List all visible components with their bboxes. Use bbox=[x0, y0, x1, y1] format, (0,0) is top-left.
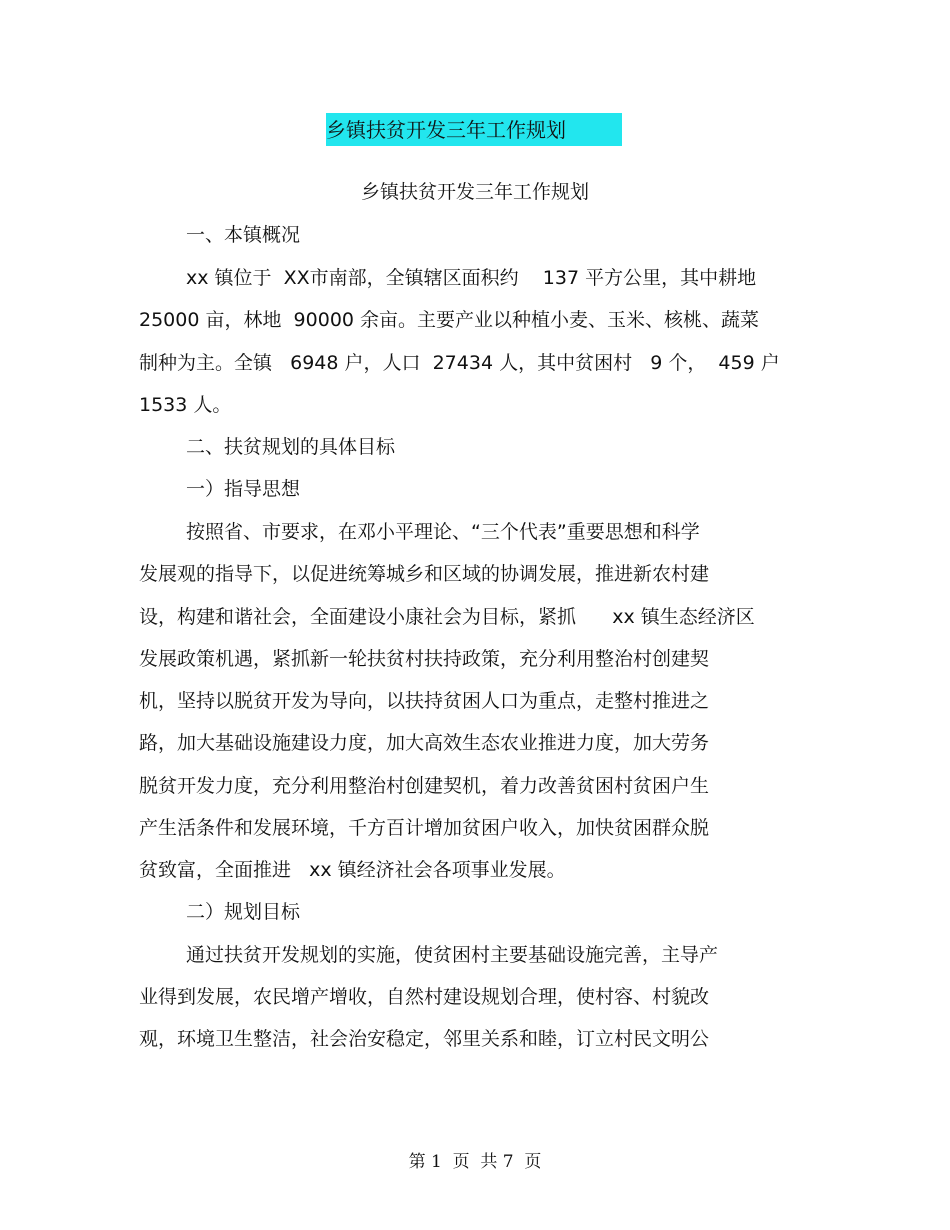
paragraph-line: 25000 亩，林地 90000 余亩。主要产业以种植小麦、玉米、核桃、蔬菜 bbox=[139, 309, 760, 331]
paragraph-line: 业得到发展，农民增产增收，自然村建设规划合理，使村容、村貌改 bbox=[139, 986, 710, 1008]
paragraph-line: 脱贫开发力度，充分利用整治村创建契机，着力改善贫困村贫困户生 bbox=[139, 775, 710, 797]
paragraph-line: 发展观的指导下，以促进统筹城乡和区域的协调发展，推进新农村建 bbox=[139, 563, 710, 585]
section-heading-goals: 二、扶贫规划的具体目标 bbox=[186, 436, 396, 458]
paragraph-line: 1533 人。 bbox=[139, 394, 232, 416]
paragraph-line: 机，坚持以脱贫开发为导向，以扶持贫困人口为重点，走整村推进之 bbox=[139, 690, 710, 712]
paragraph-line: 产生活条件和发展环境，千方百计增加贫困户收入，加快贫困群众脱 bbox=[139, 817, 710, 839]
paragraph-line: 发展政策机遇，紧抓新一轮扶贫村扶持政策，充分利用整治村创建契 bbox=[139, 648, 710, 670]
paragraph-line: 通过扶贫开发规划的实施，使贫困村主要基础设施完善，主导产 bbox=[186, 944, 719, 966]
paragraph-line: 观，环境卫生整洁，社会治安稳定，邻里关系和睦，订立村民文明公 bbox=[139, 1028, 710, 1050]
paragraph-line: 制种为主。全镇 6948 户，人口 27434 人，其中贫困村 9 个， 459 户 bbox=[139, 352, 780, 374]
subsection-heading-plan-goals: 二）规划目标 bbox=[186, 901, 301, 923]
subsection-heading-guiding-thought: 一）指导思想 bbox=[186, 478, 301, 500]
document-subtitle: 乡镇扶贫开发三年工作规划 bbox=[360, 181, 589, 203]
paragraph-line: 贫致富，全面推进 xx 镇经济社会各项事业发展。 bbox=[139, 859, 566, 881]
document-title: 乡镇扶贫开发三年工作规划 bbox=[326, 118, 566, 142]
paragraph-line: 设，构建和谐社会，全面建设小康社会为目标，紧抓 xx 镇生态经济区 bbox=[139, 606, 755, 628]
paragraph-line: 按照省、市要求，在邓小平理论、“三个代表”重要思想和科学 bbox=[186, 521, 700, 543]
section-heading-overview: 一、本镇概况 bbox=[186, 224, 301, 246]
page-footer: 第 1 页 共 7 页 bbox=[408, 1152, 542, 1172]
paragraph-line: xx 镇位于 XX市南部，全镇辖区面积约 137 平方公里，其中耕地 bbox=[186, 267, 757, 289]
paragraph-line: 路，加大基础设施建设力度，加大高效生态农业推进力度，加大劳务 bbox=[139, 732, 710, 754]
